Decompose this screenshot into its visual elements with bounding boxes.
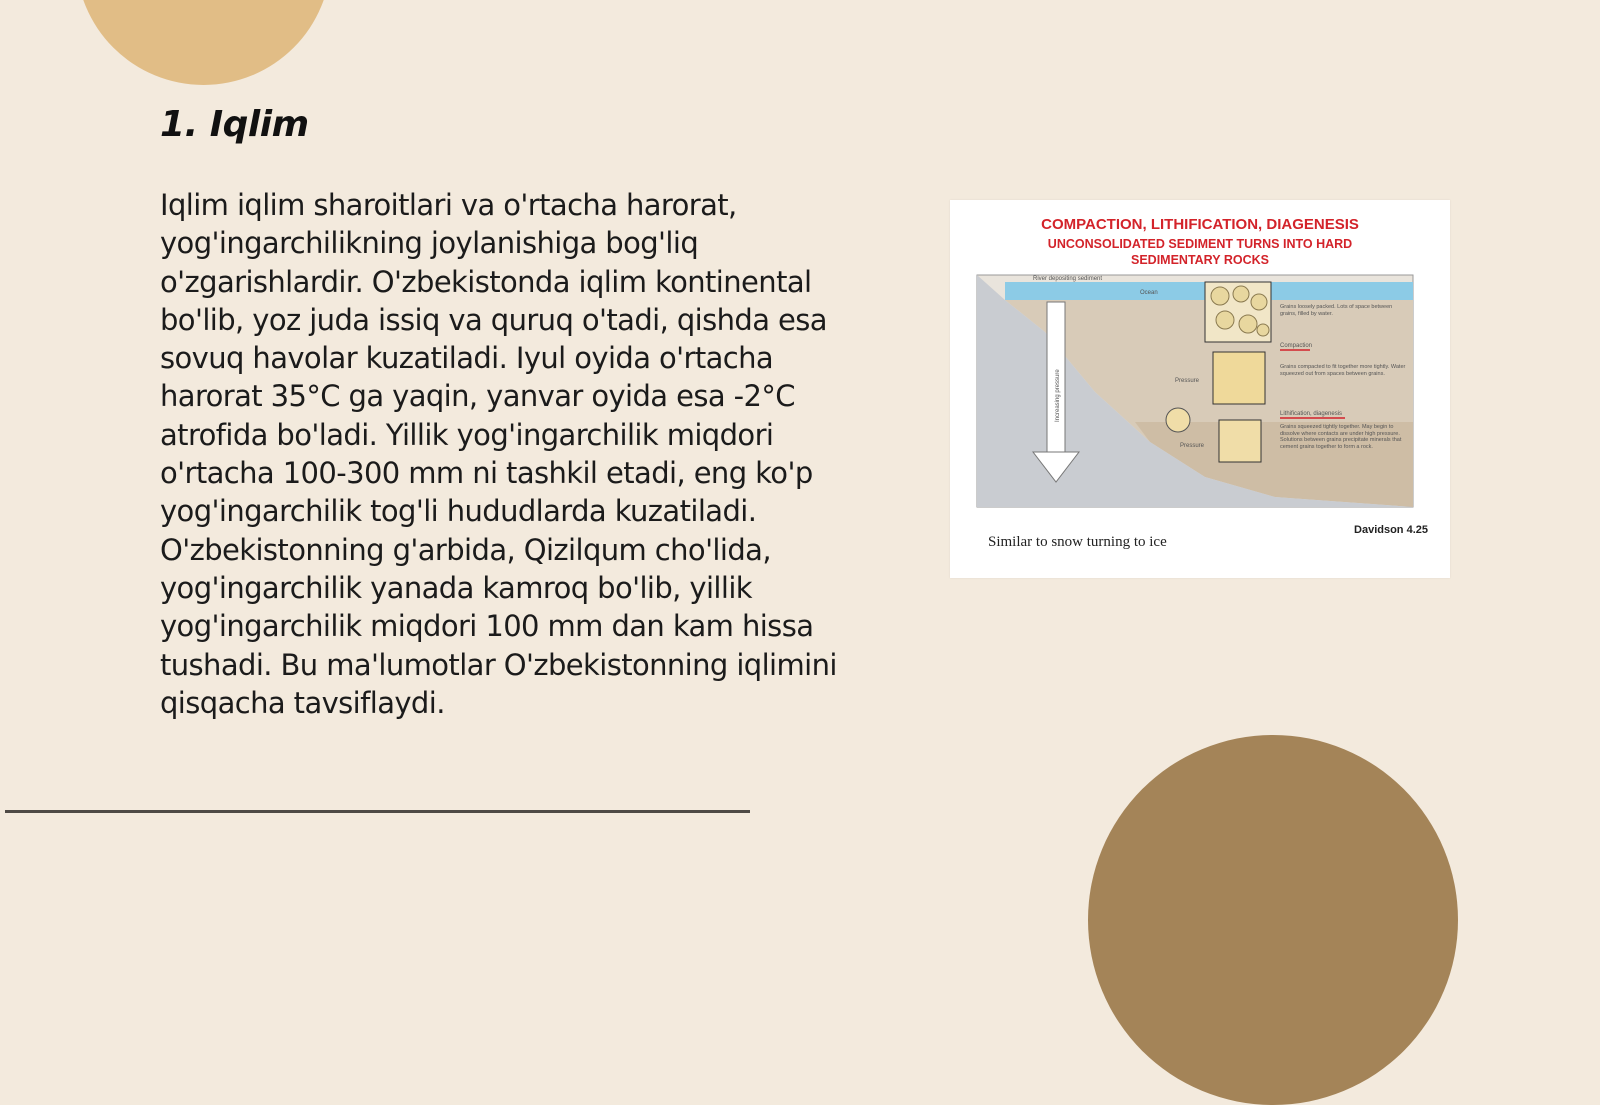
pressure-label-1: Pressure <box>1175 378 1200 384</box>
slide-body-text: Iqlim iqlim sharoitlari va o'rtacha harorat, yog'ingarchilikning joylanishiga bog'liq o'zgarishlardir. O'zbekistonda iqlim kontinental bo'lib, yoz juda issiq va quruq o'tadi, qishda esa sovuq havolar kuzatiladi. Iyul oyida o'rtacha harorat 35°C ga yaqin, yanvar oyida esa -2°C atrofida bo'ladi. Yillik yog'ingarchilik miqdori o'rtacha 100-300 mm ni tashkil etadi, eng ko'p yog'ingarchilik tog'li hududlarda kuzatiladi. O'zbekistonning g'arbida, Qizilqum cho'lida, yog'ingarchilik yanada kamroq bo'lib, yillik yog'ingarchilik miqdori 100 mm dan kam hissa tushadi. Bu ma'lumotlar O'zbekistonning iqlimini qisqacha tavsiflaydi. <box>160 188 837 720</box>
note-cemented: Grains squeezed tightly together. May begin to dissolve where contacts are under high pressure. Solutions between grains precipitate minerals that cement grains together to form a rock. <box>1280 424 1402 450</box>
sediment-diagram <box>975 272 1420 512</box>
figure-credit: Davidson 4.25 <box>1354 524 1428 536</box>
slide-title: 1. Iqlim <box>160 104 309 145</box>
river-label: River depositing sediment <box>1033 276 1103 282</box>
lithification-label: Lithification, diagenesis <box>1280 411 1343 417</box>
note-loose: Grains loosely packed. Lots of space between grains, filled by water. <box>1280 304 1393 317</box>
divider-line <box>5 810 750 813</box>
grain-box-cemented <box>1219 420 1261 462</box>
decorative-circle-bottom <box>1088 735 1458 1105</box>
grain-box-compacted <box>1213 352 1265 404</box>
decorative-circle-top <box>76 0 331 85</box>
note-compacted: Grains compacted to fit together more tightly. Water squeezed out from spaces between grains. <box>1280 364 1406 377</box>
figure-subtitle-line2: SEDIMENTARY ROCKS <box>1131 253 1269 267</box>
compaction-label: Compaction <box>1280 343 1313 349</box>
arrow-label: Increasing pressure <box>1055 369 1061 422</box>
pressure-label-2: Pressure <box>1180 443 1205 449</box>
sediment-diagram-figure <box>950 200 1450 578</box>
figure-caption: Similar to snow turning to ice <box>988 534 1167 550</box>
ocean-label: Ocean <box>1140 290 1158 296</box>
figure-subtitle <box>950 236 1450 268</box>
figure-title: COMPACTION, LITHIFICATION, DIAGENESIS <box>1041 216 1359 233</box>
grain-detail-circle <box>1166 408 1190 432</box>
figure-subtitle-line1: UNCONSOLIDATED SEDIMENT TURNS INTO HARD <box>1047 237 1353 251</box>
